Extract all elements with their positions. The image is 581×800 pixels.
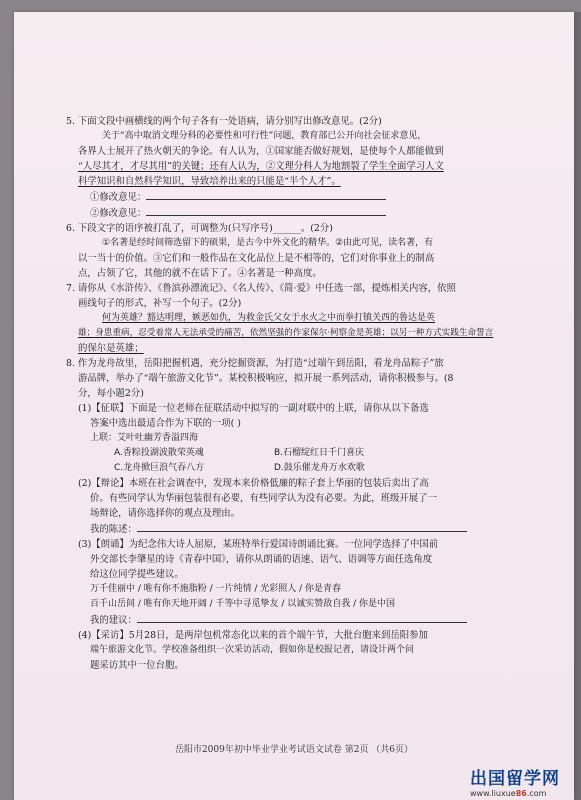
option-d[interactable]: D.鼓乐催龙舟万水欢歌 xyxy=(274,463,365,473)
q8-4-stem: 端午旅游文化节。学校准备组织一次采访活动，假如你是校报记者，请设计两个问 xyxy=(90,645,415,655)
q8-stem: 分，每小题2分) xyxy=(78,388,144,399)
q5-passage-line: 各界人士展开了热火朝天的争论。有人认为，①国家能否做好规划，是使每个人都能做到 xyxy=(78,146,444,157)
q8-4-stem: 题采访其中一位台胞。 xyxy=(90,660,184,671)
q5-passage-line: 关于“高中取消文理分科的必要性和可行性”问题，教育部已公开向社会征求意见， xyxy=(102,131,427,141)
q8-1-stem: 答案中选出最适合作为下联的一项( ) xyxy=(90,418,241,429)
q7-example-line: 的保尔是英雄； xyxy=(78,343,144,354)
q7-stem: 7. 请你从《水浒传》、《鲁滨孙漂流记》、《名人传》、《简·爱》中任选一部，提炼相关内容，依照 xyxy=(66,283,456,294)
scan-border-left xyxy=(0,0,14,800)
q8-2-answer xyxy=(66,521,496,537)
q5-passage-line: 科学知识和自然科学知识，导致培养出来的只能是“半个人才”。 xyxy=(78,176,341,187)
q5-answer-2 xyxy=(66,205,496,221)
q8-3-answer-line[interactable] xyxy=(137,612,467,623)
q8-3-poem-line: 万千佳丽中 / 唯有你不施脂粉 / 一片纯情 / 光彩照人 / 你是青春 xyxy=(90,584,342,594)
q8-stem: 游品牌，举办了“端午旅游文化节”。某校积极响应，拟开展一系列活动，请你积极参与。(8 xyxy=(78,373,454,384)
scan-border-top xyxy=(0,0,581,12)
q8-2-answer-label: 我的陈述： xyxy=(90,524,137,535)
q8-3-stem: (3)【朗诵】为纪念伟大诗人屈原，某班特举行爱国诗朗诵比赛。一位同学选择了中国前 xyxy=(78,539,439,550)
q5-answer-1 xyxy=(66,189,496,205)
watermark-url-suffix: .com xyxy=(526,789,547,798)
q5-answer-1-line[interactable] xyxy=(146,189,386,200)
q6-passage-line: ①名著是经时间筛选留下的硕果，是古今中外文化的精华。②由此可见，读名著，有 xyxy=(102,238,434,248)
q8-3-answer xyxy=(66,612,496,628)
q5-answer-2-line[interactable] xyxy=(146,205,386,216)
q5-passage-line: “人尽其才，才尽其用”的关键；还有人认为，②文理分科人为地割裂了学生全面学习人文 xyxy=(78,161,444,172)
watermark-name: 出国留学网 xyxy=(470,769,560,789)
page-footer: 岳阳市2009年初中毕业学业考试语文试卷 第2页 （共6页） xyxy=(174,745,414,755)
q8-stem: 8. 作为龙舟故里，岳阳把握机遇，充分挖掘资源，为打造“过端午到岳阳，看龙舟品粽子”旅 xyxy=(66,358,444,369)
q8-2-stem: 场辩论，请你选择你的观点及理由。 xyxy=(90,508,241,519)
q8-1-options-row xyxy=(66,461,496,476)
q8-2-stem: 价。有些同学认为华丽包装很有必要，有些同学认为没有必要。为此，班级开展了一 xyxy=(90,493,437,504)
q8-4-stem: (4)【采访】5月28日，是两岸包机常态化以来的首个端午节，大批台胞来到岳阳参加 xyxy=(78,630,428,641)
q8-3-answer-label: 我的建议： xyxy=(90,615,137,626)
q8-1-stem: (1)【征联】下面是一位老师在征联活动中拟写的一副对联中的上联，请你从以下备选 xyxy=(78,403,429,414)
option-c[interactable]: C.龙舟掀巨浪气吞八方 xyxy=(114,463,205,473)
q5-answer-1-label: ①修改意见： xyxy=(90,192,147,203)
watermark-url-prefix: www.liuxue xyxy=(470,789,516,798)
q5-stem: 5. 下面文段中画横线的两个句子各有一处语病，请分别写出修改意见。(2分) xyxy=(66,116,382,127)
q7-example-line: 雄；身患重病，忍受着常人无法承受的痛苦，依然坚强的作家保尔·柯察金是英雄；以另一种方式实践生命誓言 xyxy=(78,328,494,338)
watermark-url xyxy=(470,789,578,798)
option-a[interactable]: A.香粽投湖波散荣英魂 xyxy=(114,448,204,458)
option-b[interactable]: B.石榴绽红日千门喜庆 xyxy=(274,448,365,458)
q6-passage-line: 点，占领了它，其他的就不在话下了。④名著是一种高度。 xyxy=(78,268,322,279)
q6-stem: 6. 下段文字的语序被打乱了，可调整为(只写序号)______。(2分) xyxy=(66,223,333,234)
site-watermark xyxy=(470,764,578,798)
q8-3-stem: 给这位同学提些建议。 xyxy=(90,569,184,580)
watermark-url-highlight: 86 xyxy=(515,789,527,798)
q8-1-options-row xyxy=(66,446,496,461)
q7-stem: 画线句子的形式，补写一个句子。(2分) xyxy=(78,298,242,309)
exam-content xyxy=(66,114,496,673)
q8-2-stem: (2)【辩论】本班在社会调查中，发现本来价格低廉的粽子套上华丽的包装后卖出了高 xyxy=(78,478,429,489)
q7-example-line: 何为英雄？豁达明理，嫉恶如仇，为救金氏父女于水火之中而拳打镇关西的鲁达是英 xyxy=(102,313,436,323)
q6-passage-line: 以一当十的价值。③它们和一般作品在文化品位上是不相等的，它们对你事业上的制高 xyxy=(78,253,435,264)
q8-1-upper-couplet: 上联：艾叶吐幽芳香溢四海 xyxy=(90,433,199,443)
q8-3-poem-line: 百千山岳间 / 唯有你天地开阔 / 千等中寻觅挚友 / 以诚实赞敌自我 / 你是中国 xyxy=(90,599,396,609)
q8-2-answer-line[interactable] xyxy=(137,521,467,532)
exam-page xyxy=(14,12,574,800)
q5-answer-2-label: ②修改意见： xyxy=(90,208,147,219)
q8-3-stem: 外交部长李肇星的诗《青春中国》，请你从朗诵的语速、语气、语调等方面任选角度 xyxy=(90,554,433,565)
